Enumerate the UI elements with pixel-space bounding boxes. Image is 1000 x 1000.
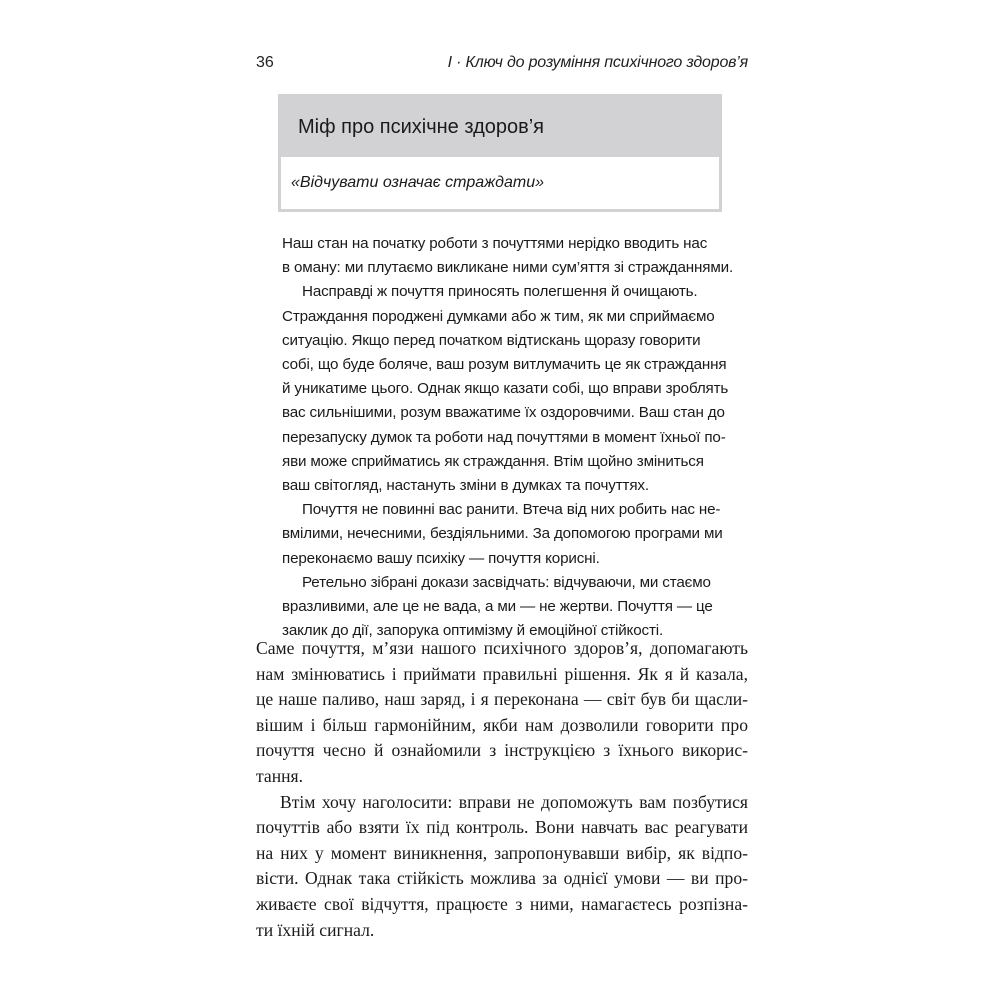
text-line: тання. — [256, 765, 304, 786]
main-text-block — [256, 636, 748, 943]
text-line: вісти. Однак така стійкість можлива за однієї умови — ви про- — [256, 868, 748, 889]
text-line: почуттів або взяти їх під контроль. Вони навчать вас реагувати — [256, 817, 748, 838]
text-line: вмілими, нечесними, бездіяльними. За допомогою програми ми — [282, 525, 723, 543]
paragraph — [282, 280, 729, 498]
paragraph — [282, 232, 734, 280]
text-line: Ретельно зібрані докази засвідчать: відчуваючи, ми стаємо — [302, 573, 711, 591]
text-line: ситуацію. Якщо перед початком відтискань щоразу говорити — [282, 331, 701, 349]
text-line: вразливими, але це не вада, а ми — не жертви. Почуття — це — [282, 598, 713, 616]
text-line: Страждання породжені думками або ж тим, як ми сприймаємо — [282, 307, 715, 325]
text-line: вас сильнішими, розум вважатиме їх оздоровчими. Ваш стан до — [282, 404, 725, 422]
text-line: перезапуску думок та роботи над почуттями в момент їхньої по- — [282, 428, 726, 446]
text-line: Почуття не повинні вас ранити. Втеча від них робить нас не- — [302, 501, 721, 519]
text-line: в оману: ми плутаємо викликане ними сум’яття зі стражданнями. — [282, 259, 734, 277]
text-line: яви може сприйматись як страждання. Втім щойно зміниться — [282, 452, 704, 470]
text-line: це наше паливо, наш заряд, і я переконана — світ був би щасли- — [256, 689, 748, 710]
text-line: Наш стан на початку роботи з почуттями нерідко вводить нас — [282, 235, 708, 252]
paragraph — [256, 790, 748, 944]
text-line: ти їхній сигнал. — [256, 919, 375, 940]
text-line: вішим і більш гармонійним, якби нам дозволили говорити про — [256, 714, 748, 735]
text-line: нам змінюватись і приймати правильні рішення. Як я й казала, — [256, 663, 748, 684]
myth-box-title: Міф про психічне здоров’я — [281, 97, 719, 157]
running-head — [256, 54, 748, 78]
myth-box — [278, 94, 722, 212]
text-line: Втім хочу наголосити: вправи не допоможуть вам позбутися — [280, 791, 748, 812]
text-line: собі, що буде боляче, ваш розум витлумачить це як страждання — [282, 356, 727, 374]
text-line: ваш світогляд, настануть зміни в думках та почуттях. — [282, 477, 649, 495]
chapter-title: І · Ключ до розуміння психічного здоров’я — [447, 54, 748, 71]
paragraph — [282, 571, 722, 644]
paragraph — [256, 636, 748, 790]
text-line: почуття чесно й ознайомили з інструкцією з їхнього викорис- — [256, 740, 748, 761]
inset-text-block — [282, 232, 734, 643]
text-line: живаєте свої відчуття, працюєте з ними, намагаєтесь розпізна- — [256, 893, 748, 914]
myth-box-quote: «Відчувати означає страждати» — [291, 174, 544, 191]
text-line: Саме почуття, м’язи нашого психічного здоров’я, допомагають — [256, 638, 748, 658]
text-line: заклик до дії, запорука оптимізму й емоційної стійкості. — [282, 622, 664, 640]
paragraph — [282, 498, 722, 571]
text-line: переконаємо вашу психіку — почуття корисні. — [282, 549, 600, 567]
text-line: на них у момент виникнення, запропонувавши вибір, як відпо- — [256, 842, 748, 863]
page-number: 36 — [256, 54, 274, 71]
text-line: й уникатиме цього. Однак якщо казати собі, що вправи зроблять — [282, 380, 729, 398]
text-line: Насправді ж почуття приносять полегшення й очищають. — [302, 283, 698, 301]
